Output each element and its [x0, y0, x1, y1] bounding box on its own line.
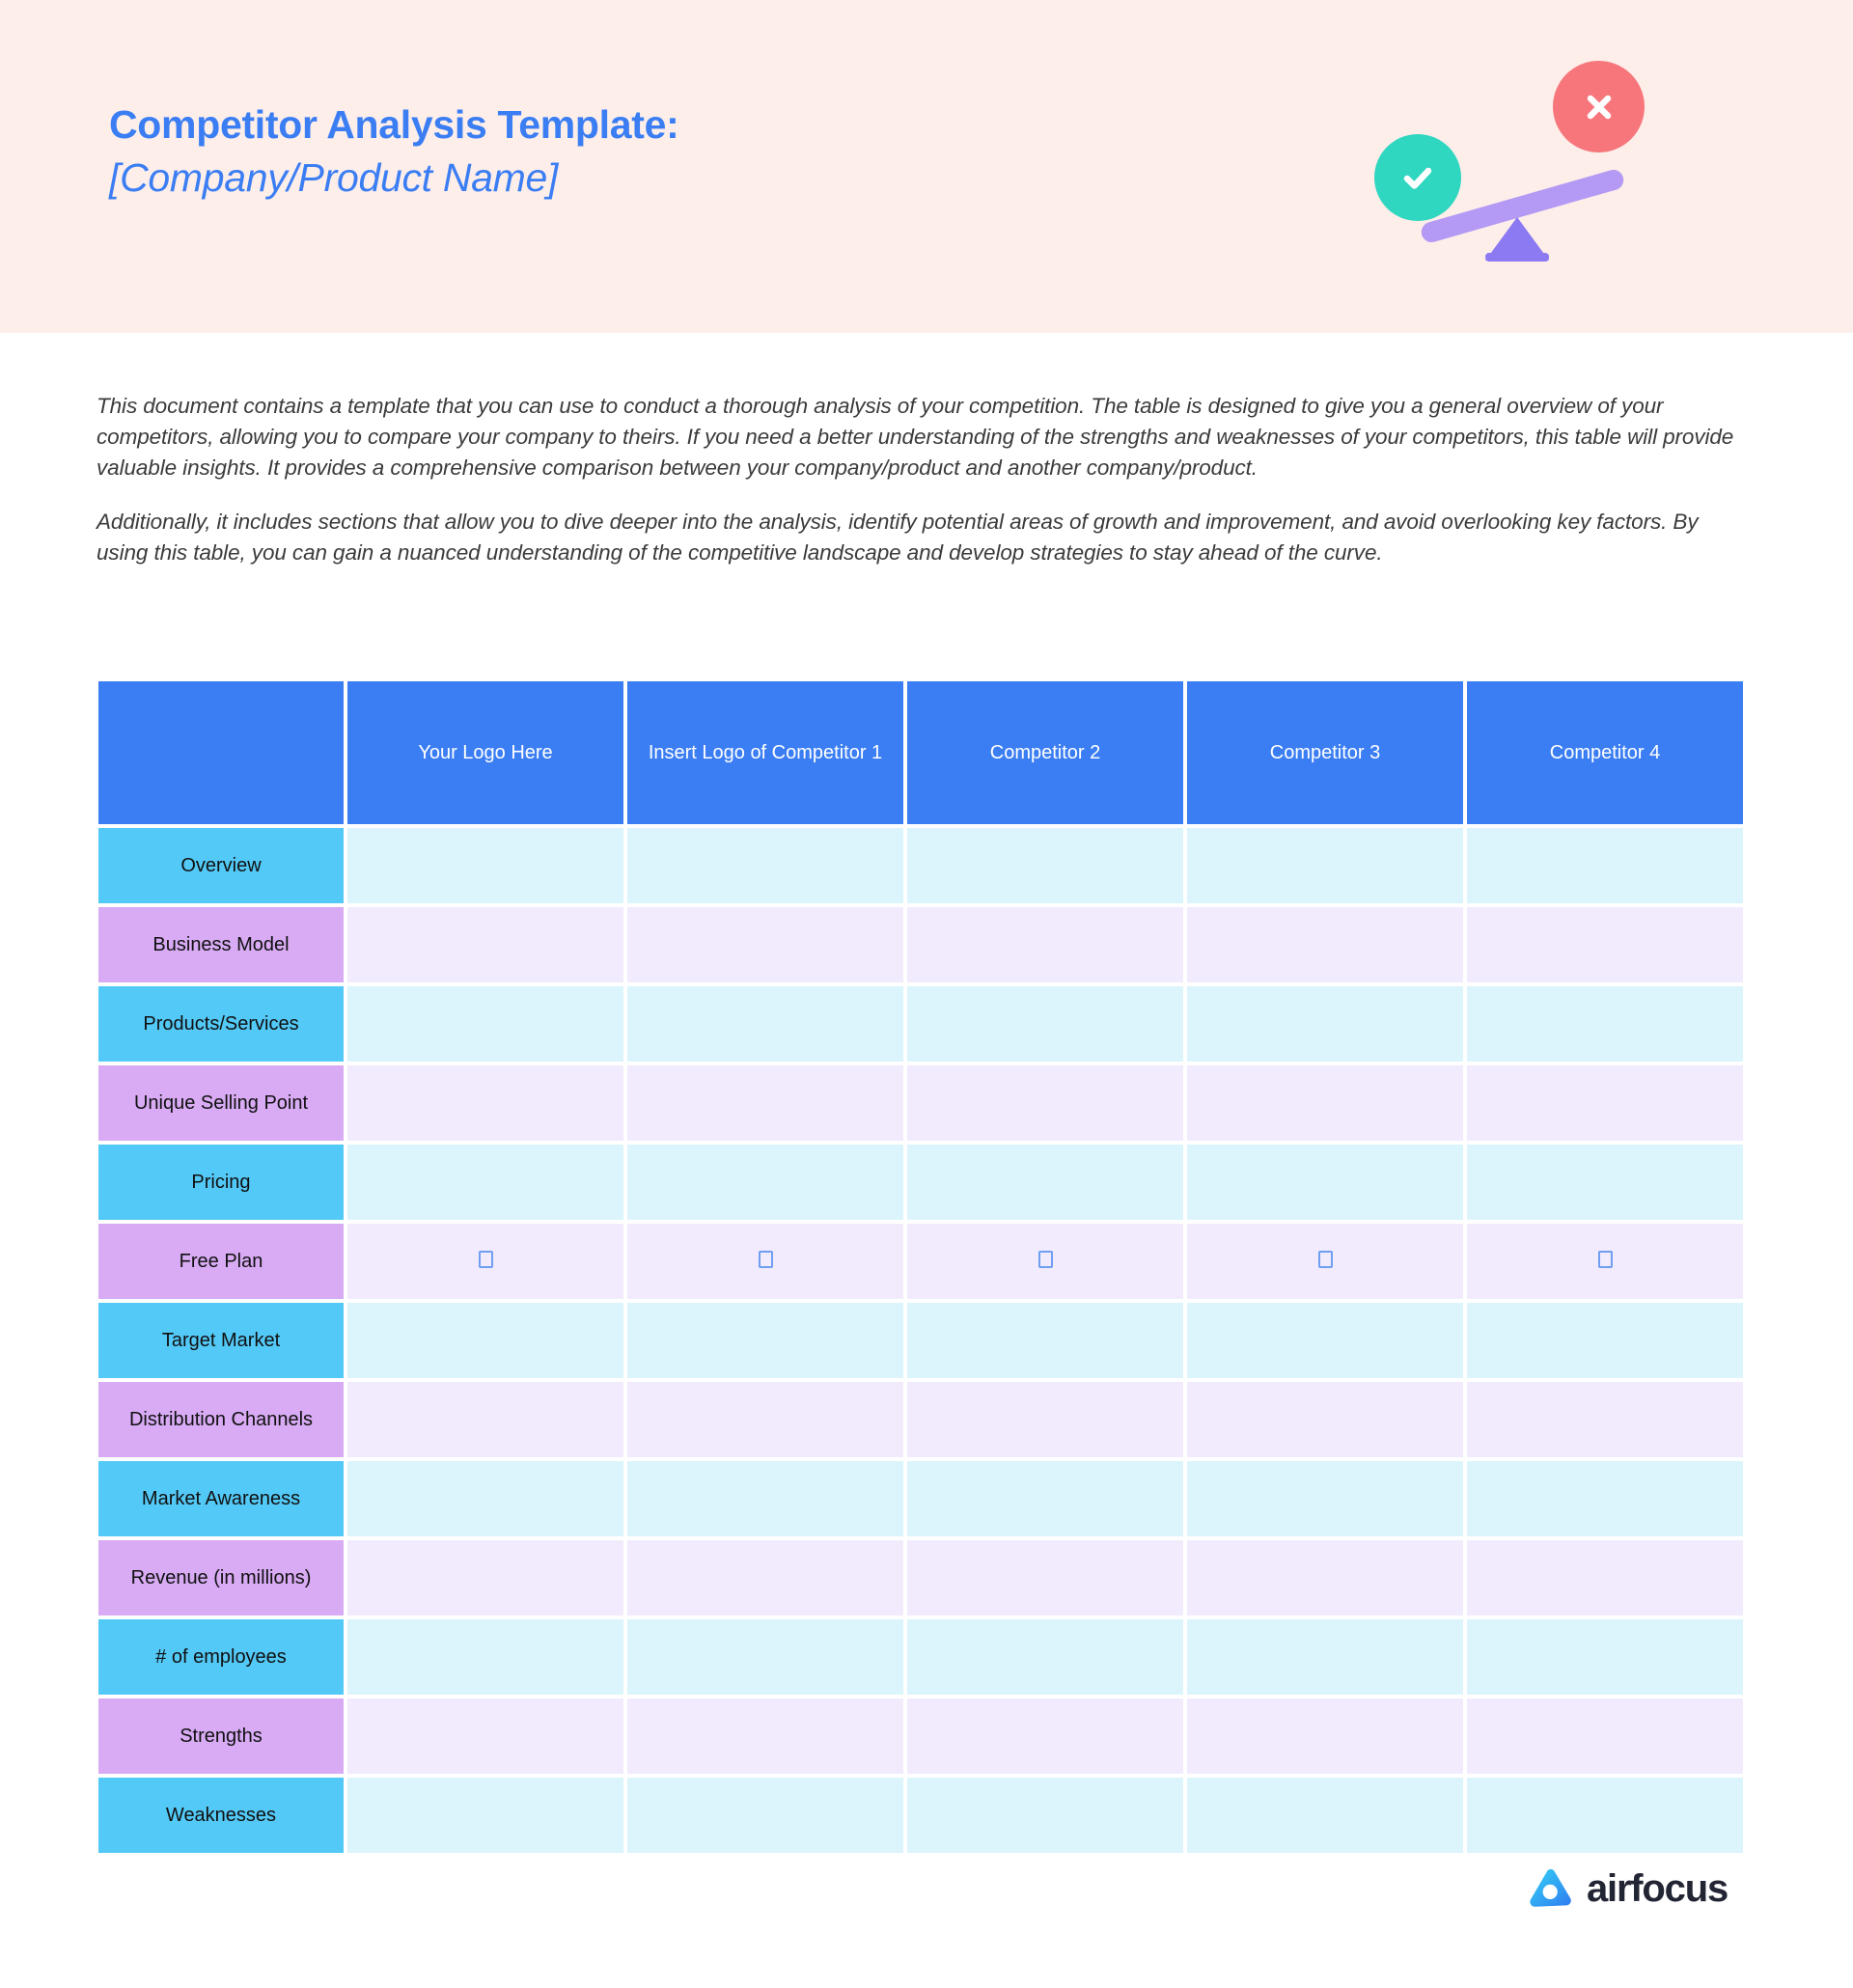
table-data-cell[interactable]: [907, 1145, 1183, 1220]
table-data-cell[interactable]: [1467, 986, 1743, 1062]
row-label-cell: Target Market: [98, 1303, 344, 1378]
table-header-corner: [98, 681, 344, 824]
table-row: [98, 986, 1743, 1062]
table-data-cell[interactable]: [627, 1382, 903, 1457]
table-data-cell[interactable]: [907, 1619, 1183, 1695]
table-header-col-2: Insert Logo of Competitor 1: [627, 681, 903, 824]
table-header-col-3: Competitor 2: [907, 681, 1183, 824]
row-label-cell: Overview: [98, 828, 344, 903]
row-label-cell: Products/Services: [98, 986, 344, 1062]
seesaw-illustration: [1351, 39, 1670, 261]
row-label-cell: Market Awareness: [98, 1461, 344, 1536]
table-row: [98, 1619, 1743, 1695]
free-plan-checkbox[interactable]: [759, 1251, 773, 1268]
table-data-cell[interactable]: [627, 907, 903, 982]
table-data-cell[interactable]: [347, 1619, 623, 1695]
free-plan-checkbox[interactable]: [1038, 1251, 1053, 1268]
table-row: [98, 1303, 1743, 1378]
row-label-cell: Weaknesses: [98, 1778, 344, 1853]
table-data-cell[interactable]: [347, 1303, 623, 1378]
table-data-cell[interactable]: [907, 1778, 1183, 1853]
free-plan-checkbox[interactable]: [1598, 1251, 1613, 1268]
row-label-cell: Pricing: [98, 1145, 344, 1220]
table-body: [98, 828, 1743, 1853]
page-header-band: [0, 0, 1853, 333]
table-row: [98, 1382, 1743, 1457]
table-data-cell[interactable]: [627, 1065, 903, 1141]
table-data-cell[interactable]: [907, 828, 1183, 903]
intro-paragraph-1: This document contains a template that you can use to conduct a thorough analysis of your competition. The table is designed to give you a general overview of your competitors, allowing you to compare your company to theirs. If you need a better understanding of the strengths and weaknesses of your competitors, this table will provide valuable insights. It provides a comprehensive comparison between your company/product and another company/product.: [97, 394, 1734, 480]
table-data-cell[interactable]: [1467, 1778, 1743, 1853]
airfocus-wordmark: airfocus: [1586, 1867, 1728, 1910]
table-data-cell[interactable]: [627, 1145, 903, 1220]
table-data-cell[interactable]: [347, 1540, 623, 1615]
table-data-cell[interactable]: [347, 1224, 623, 1299]
table-data-cell[interactable]: [347, 1382, 623, 1457]
table-data-cell[interactable]: [907, 1303, 1183, 1378]
table-data-cell[interactable]: [1467, 1540, 1743, 1615]
page-subtitle: [Company/Product Name]: [109, 155, 559, 201]
table-row: [98, 1698, 1743, 1774]
table-row: [98, 1145, 1743, 1220]
table-data-cell[interactable]: [627, 1224, 903, 1299]
table-data-cell[interactable]: [1467, 1065, 1743, 1141]
row-label-cell: Free Plan: [98, 1224, 344, 1299]
table-data-cell[interactable]: [1187, 1540, 1463, 1615]
table-row: [98, 1540, 1743, 1615]
free-plan-checkbox[interactable]: [479, 1251, 493, 1268]
table-data-cell[interactable]: [1187, 1382, 1463, 1457]
table-data-cell[interactable]: [1467, 1303, 1743, 1378]
table-header-col-1: Your Logo Here: [347, 681, 623, 824]
table-data-cell[interactable]: [627, 986, 903, 1062]
free-plan-checkbox[interactable]: [1318, 1251, 1333, 1268]
table-data-cell[interactable]: [627, 1303, 903, 1378]
page-title: Competitor Analysis Template:: [109, 102, 679, 147]
table-data-cell[interactable]: [347, 1145, 623, 1220]
table-data-cell[interactable]: [627, 1461, 903, 1536]
table-data-cell[interactable]: [1187, 1065, 1463, 1141]
table-data-cell[interactable]: [347, 986, 623, 1062]
row-label-cell: Revenue (in millions): [98, 1540, 344, 1615]
airfocus-logo-icon: [1529, 1867, 1573, 1910]
table-data-cell[interactable]: [1467, 1698, 1743, 1774]
table-header-col-4: Competitor 3: [1187, 681, 1463, 824]
competitor-analysis-table: [95, 677, 1747, 1857]
table-data-cell[interactable]: [347, 1065, 623, 1141]
table-data-cell[interactable]: [1187, 907, 1463, 982]
table-data-cell[interactable]: [1467, 1145, 1743, 1220]
table-data-cell[interactable]: [907, 1698, 1183, 1774]
table-data-cell[interactable]: [347, 828, 623, 903]
table-data-cell[interactable]: [1187, 1619, 1463, 1695]
table-data-cell[interactable]: [1187, 1303, 1463, 1378]
competitor-analysis-table-wrapper: [95, 677, 1728, 1857]
seesaw-fulcrum-base-icon: [1485, 253, 1549, 262]
table-row: [98, 1065, 1743, 1141]
table-data-cell[interactable]: [907, 1461, 1183, 1536]
table-row: [98, 1778, 1743, 1853]
check-icon: [1374, 134, 1461, 221]
table-data-cell[interactable]: [627, 1619, 903, 1695]
table-data-cell[interactable]: [1467, 907, 1743, 982]
intro-text-block: [97, 391, 1737, 568]
row-label-cell: # of employees: [98, 1619, 344, 1695]
table-data-cell[interactable]: [907, 907, 1183, 982]
table-data-cell[interactable]: [907, 1540, 1183, 1615]
table-data-cell[interactable]: [347, 907, 623, 982]
table-data-cell[interactable]: [1187, 1698, 1463, 1774]
table-row: [98, 1224, 1743, 1299]
table-data-cell[interactable]: [627, 828, 903, 903]
table-data-cell[interactable]: [907, 1382, 1183, 1457]
table-data-cell[interactable]: [907, 1065, 1183, 1141]
table-data-cell[interactable]: [1187, 828, 1463, 903]
page-title-block: [109, 101, 678, 202]
table-data-cell[interactable]: [1467, 1224, 1743, 1299]
table-data-cell[interactable]: [1187, 1145, 1463, 1220]
table-data-cell[interactable]: [907, 1224, 1183, 1299]
table-data-cell[interactable]: [1467, 1461, 1743, 1536]
table-row: [98, 1461, 1743, 1536]
table-data-cell[interactable]: [1187, 1778, 1463, 1853]
row-label-cell: Unique Selling Point: [98, 1065, 344, 1141]
airfocus-brand-logo: [1529, 1867, 1728, 1910]
table-data-cell[interactable]: [1187, 1224, 1463, 1299]
table-data-cell[interactable]: [1187, 986, 1463, 1062]
row-label-cell: Distribution Channels: [98, 1382, 344, 1457]
row-label-cell: Business Model: [98, 907, 344, 982]
row-label-cell: Strengths: [98, 1698, 344, 1774]
table-header-row: [98, 681, 1743, 824]
table-data-cell[interactable]: [347, 1461, 623, 1536]
table-row: [98, 907, 1743, 982]
table-header-col-5: Competitor 4: [1467, 681, 1743, 824]
table-data-cell[interactable]: [347, 1778, 623, 1853]
table-data-cell[interactable]: [627, 1778, 903, 1853]
intro-paragraph-2: Additionally, it includes sections that allow you to dive deeper into the analysis, identify potential areas of growth and improvement, and avoid overlooking key factors. By using this table, you can gain a nuanced understanding of the competitive landscape and develop strategies to stay ahead of the curve.: [97, 509, 1699, 565]
table-row: [98, 828, 1743, 903]
table-data-cell[interactable]: [627, 1540, 903, 1615]
table-data-cell[interactable]: [1467, 1619, 1743, 1695]
table-data-cell[interactable]: [1187, 1461, 1463, 1536]
table-data-cell[interactable]: [907, 986, 1183, 1062]
table-data-cell[interactable]: [627, 1698, 903, 1774]
close-icon: [1553, 61, 1645, 152]
table-data-cell[interactable]: [1467, 828, 1743, 903]
table-data-cell[interactable]: [1467, 1382, 1743, 1457]
table-data-cell[interactable]: [347, 1698, 623, 1774]
